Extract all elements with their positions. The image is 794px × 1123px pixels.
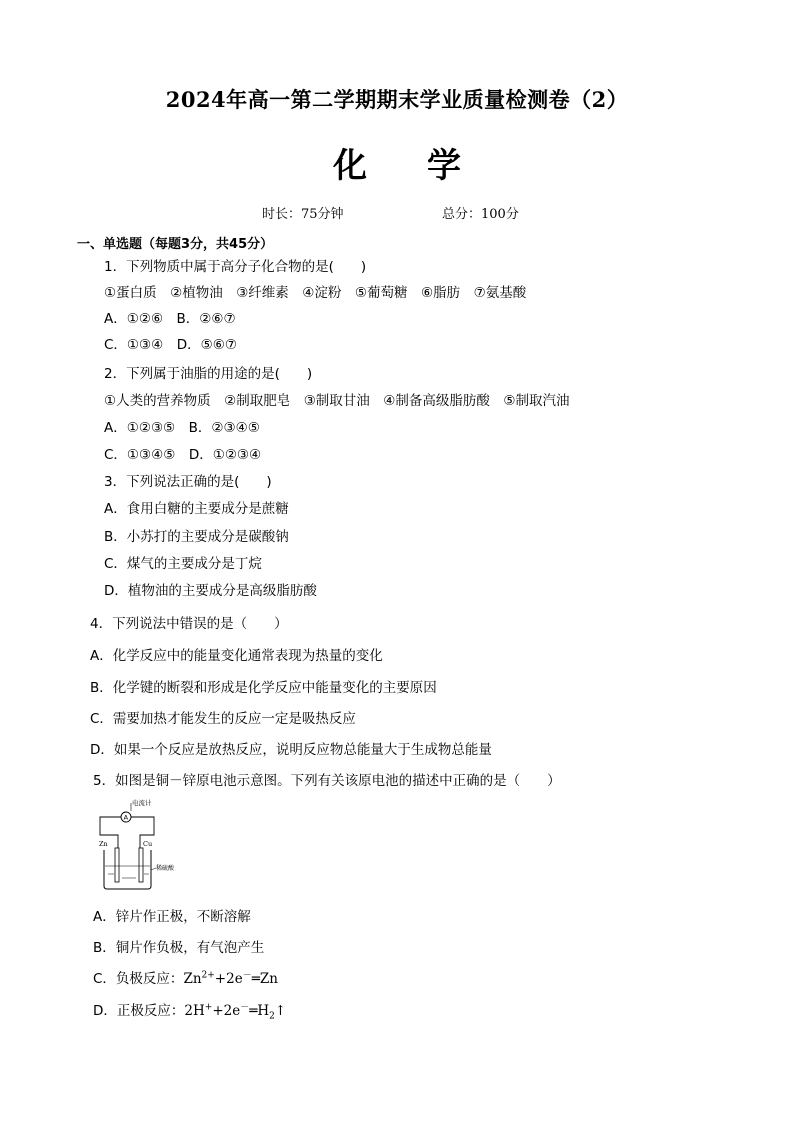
q5-c-equation [183,971,277,987]
eq-c-electrons: +2e [214,971,243,987]
exam-total-score: 总分：100分 [442,207,519,222]
eq-d-subscript: 2 [269,1011,275,1022]
q5-option-c [93,967,278,987]
q2-options-ab: A．①②③⑤ B．②③④⑤ [104,420,260,436]
eq-c-charge: 2+ [201,970,215,981]
zinc-electrode [115,848,119,882]
beaker [104,850,151,889]
figure-meter-label: 电流计 [132,799,152,807]
eq-c-ion: Zn [183,971,202,987]
eq-d-ion: 2H [184,1003,205,1019]
q4-option-d: D．如果一个反应是放热反应，说明反应物总能量大于生成物总能量 [90,742,492,758]
q5-option-d [93,999,287,1022]
eq-d-e-sign: － [240,1002,250,1013]
q4-option-b: B．化学键的断裂和形成是化学反应中能量变化的主要原因 [90,680,437,696]
q1-stem: 1．下列物质中属于高分子化合物的是( ) [104,259,367,275]
copper-electrode [139,848,143,882]
eq-d-product: H [257,1003,270,1019]
q3-stem: 3．下列说法正确的是( ) [104,474,272,490]
q5-option-c-prefix: C．负极反应： [93,971,184,987]
q5-option-b: B．铜片作负极，有气泡产生 [93,940,265,956]
q2-stem: 2．下列属于油脂的用途的是( ) [104,366,313,382]
figure-cu-label: Cu [143,840,153,848]
q3-option-b: B．小苏打的主要成分是碳酸钠 [104,529,289,545]
eq-d-charge: + [204,1002,213,1013]
q4-option-a: A．化学反应中的能量变化通常表现为热量的变化 [90,648,383,664]
exam-title: 2024年高一第二学期期末学业质量检测卷（2） [165,87,629,112]
q3-option-c: C．煤气的主要成分是丁烷 [104,556,262,572]
eq-c-e-sign: － [242,970,252,981]
figure-zn-label: Zn [99,840,108,848]
q4-stem: 4．下列说法中错误的是（ ） [90,616,288,632]
subject-title: 化学 [333,146,521,186]
copper-zinc-cell-diagram [96,798,176,890]
q1-options-cd: C．①③④ D．⑤⑥⑦ [104,337,237,353]
q5-option-d-prefix: D．正极反应： [93,1003,185,1019]
exam-duration: 时长：75分钟 [262,207,344,222]
q4-option-c: C．需要加热才能发生的反应一定是吸热反应 [90,711,356,727]
q2-options-cd: C．①③④⑤ D．①②③④ [104,447,262,463]
figure-meter-symbol: A [123,813,129,822]
eq-c-arrow: ═ [251,971,260,987]
q1-options-ab: A．①②⑥ B．②⑥⑦ [104,311,236,327]
q2-items: ①人类的营养物质 ②制取肥皂 ③制取甘油 ④制备高级脂肪酸 ⑤制取汽油 [104,393,570,409]
q3-option-d: D．植物油的主要成分是高级脂肪酸 [104,583,317,599]
eq-d-arrow: ═ [249,1003,258,1019]
q1-items: ①蛋白质 ②植物油 ③纤维素 ④淀粉 ⑤葡萄糖 ⑥脂肪 ⑦氨基酸 [104,285,527,301]
section-heading-single-choice: 一、单选题（每题3分，共45分） [77,237,274,252]
q3-option-a: A．食用白糖的主要成分是蔗糖 [104,501,289,517]
eq-d-electrons: +2e [212,1003,241,1019]
q5-d-equation [184,1002,287,1022]
figure-solution-label: 稀硫酸 [156,865,175,872]
eq-d-gas-arrow: ↑ [274,1003,287,1019]
q5-stem: 5．如图是铜－锌原电池示意图。下列有关该原电池的描述中正确的是（ ） [93,773,561,789]
q5-option-a: A．锌片作正极，不断溶解 [93,909,251,925]
eq-c-product: Zn [259,971,278,987]
